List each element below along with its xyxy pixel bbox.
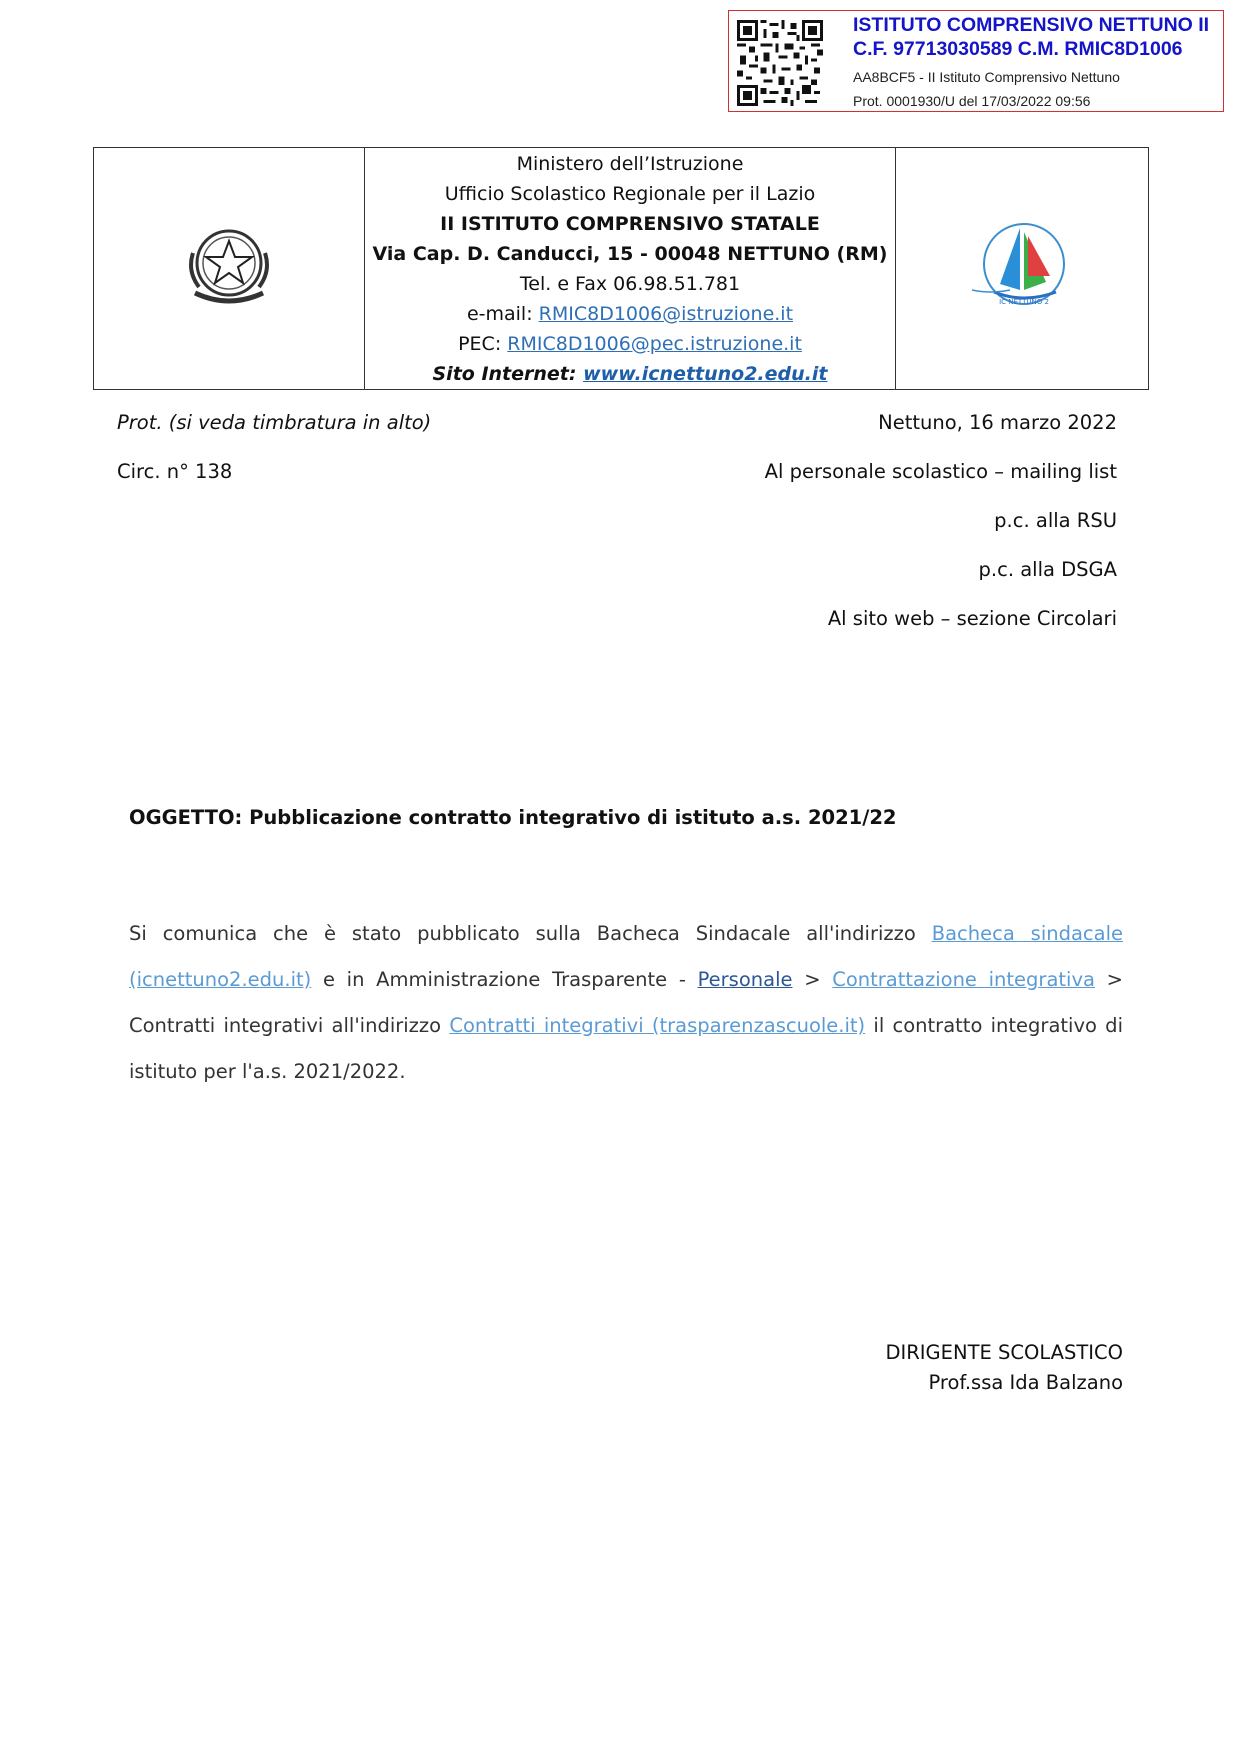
italian-republic-emblem-icon <box>181 223 277 311</box>
recipient-rsu: p.c. alla RSU <box>994 509 1117 532</box>
regional-office: Ufficio Scolastico Regionale per il Lazio <box>444 182 816 205</box>
school-address: Via Cap. D. Canducci, 15 - 00048 NETTUNO (RM) <box>372 242 888 265</box>
contrattazione-integrativa-link[interactable]: Contrattazione integrativa <box>832 968 1095 991</box>
pec-label: PEC: <box>458 332 508 355</box>
signature-role: DIRIGENTE SCOLASTICO <box>885 1341 1123 1364</box>
letterhead-left-cell <box>94 148 365 390</box>
recipient-staff: Al personale scolastico – mailing list <box>764 460 1117 483</box>
website-label: Sito Internet: <box>432 362 584 385</box>
signature-name: Prof.ssa Ida Balzano <box>928 1371 1123 1394</box>
pec-row <box>365 329 895 359</box>
letter-body <box>129 911 1123 1095</box>
svg-text:IC NETTUNO 2: IC NETTUNO 2 <box>999 297 1049 306</box>
school-phone: Tel. e Fax 06.98.51.781 <box>519 272 741 295</box>
letterhead-right-cell <box>896 148 1149 390</box>
website-link[interactable]: www.icnettuno2.edu.it <box>583 362 828 385</box>
stamp-school-name: ISTITUTO COMPRENSIVO NETTUNO II <box>853 14 1210 36</box>
email-label: e-mail: <box>466 302 539 325</box>
website-row <box>365 359 895 389</box>
stamp-code-line: AA8BCF5 - II Istituto Comprensivo Nettuno <box>853 69 1120 85</box>
body-text-2: e in Amministrazione Trasparente - <box>311 968 698 991</box>
pec-link[interactable]: RMIC8D1006@pec.istruzione.it <box>507 332 802 355</box>
bacheca-sindacale-link[interactable]: Bacheca sindacale (icnettuno2.edu.it) <box>129 922 1124 991</box>
letterhead-center-cell <box>365 148 896 390</box>
school-name: II ISTITUTO COMPRENSIVO STATALE <box>440 212 820 235</box>
letter-subject: OGGETTO: Pubblicazione contratto integrativo di istituto a.s. 2021/22 <box>129 806 897 829</box>
body-text-3: > <box>792 968 833 991</box>
stamp-protocol-number: Prot. 0001930/U del 17/03/2022 09:56 <box>853 93 1091 109</box>
personale-link[interactable]: Personale <box>697 968 793 991</box>
circular-number: Circ. n° 138 <box>117 460 233 483</box>
email-row <box>365 299 895 329</box>
protocol-reference: Prot. (si veda timbratura in alto) <box>117 411 432 434</box>
letterhead-table <box>93 147 1149 390</box>
stamp-tax-code: C.F. 97713030589 C.M. RMIC8D1006 <box>853 38 1183 60</box>
protocol-stamp <box>728 10 1224 112</box>
recipient-website: Al sito web – sezione Circolari <box>827 607 1117 630</box>
signature-block <box>885 1338 1123 1398</box>
recipient-dsga: p.c. alla DSGA <box>978 558 1117 581</box>
email-link[interactable]: RMIC8D1006@istruzione.it <box>538 302 794 325</box>
document-date: Nettuno, 16 marzo 2022 <box>878 411 1117 434</box>
contratti-integrativi-link[interactable]: Contratti integrativi (trasparenzascuole.it) <box>449 1014 866 1037</box>
body-text-4: > Contratti integrativi all'indirizzo <box>129 968 1123 1037</box>
body-text-1: Si comunica che è stato pubblicato sulla Bacheca Sindacale all'indirizzo <box>129 922 932 945</box>
school-sailboat-logo-icon <box>970 220 1074 314</box>
qr-code-icon <box>737 20 823 106</box>
ministry-name: Ministero dell’Istruzione <box>516 152 744 175</box>
body-text-5: il contratto integrativo di istituto per l'a.s. 2021/2022. <box>129 1014 1123 1083</box>
